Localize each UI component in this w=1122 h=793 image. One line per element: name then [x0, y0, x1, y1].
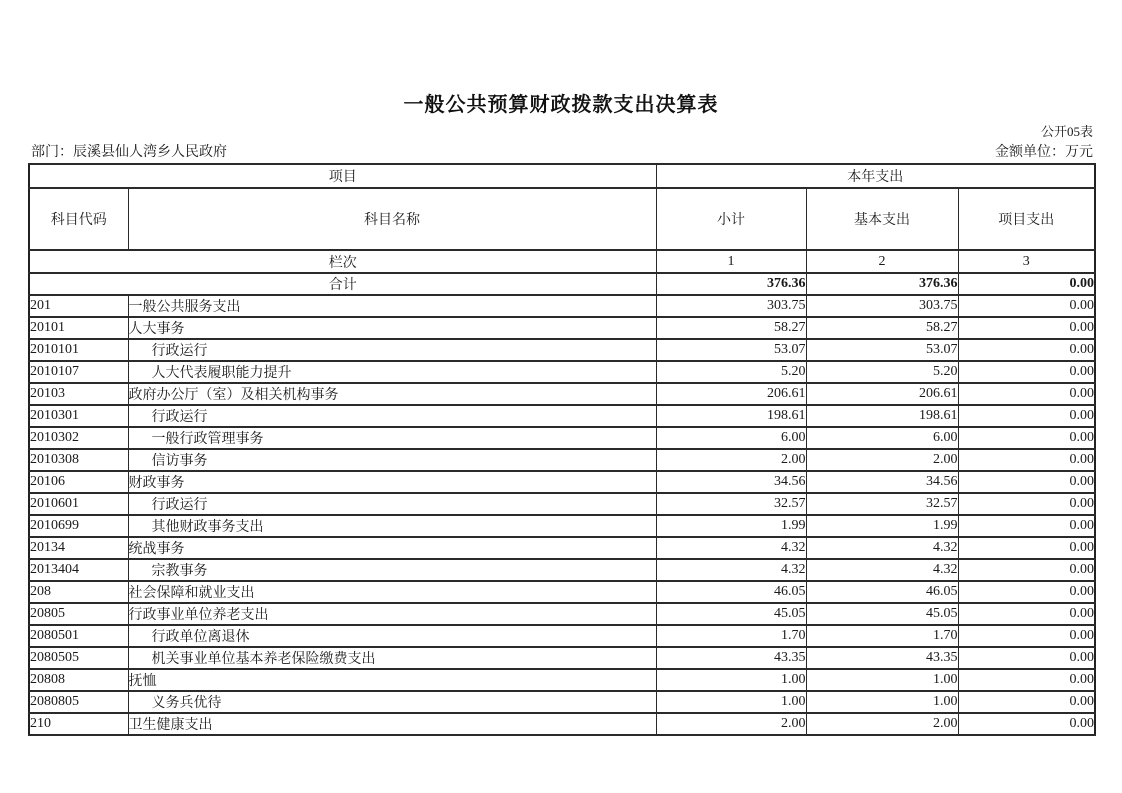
subject-name-cell: 社会保障和就业支出 — [128, 581, 656, 603]
table-row — [29, 669, 1095, 691]
table-row — [29, 339, 1095, 361]
subject-code-cell: 20106 — [29, 471, 128, 493]
page-title: 一般公共预算财政拨款支出决算表 — [403, 94, 719, 116]
subject-code-cell: 2010301 — [29, 405, 128, 427]
subject-code-cell: 2080501 — [29, 625, 128, 647]
subject-code-cell: 20808 — [29, 669, 128, 691]
subtotal-cell: 34.56 — [656, 471, 806, 493]
project-expenditure-cell: 0.00 — [958, 295, 1095, 317]
basic-expenditure-cell: 1.99 — [806, 515, 958, 537]
project-expenditure-cell: 0.00 — [958, 405, 1095, 427]
table-row — [29, 449, 1095, 471]
subtotal-cell: 4.32 — [656, 537, 806, 559]
subtotal-cell: 6.00 — [656, 427, 806, 449]
header-group-current-year: 本年支出 — [656, 164, 1095, 188]
total-project: 0.00 — [958, 273, 1095, 295]
table-body — [29, 295, 1095, 735]
table-row — [29, 493, 1095, 515]
subject-name-cell: 行政运行 — [128, 405, 656, 427]
subtotal-cell: 5.20 — [656, 361, 806, 383]
header-subtotal: 小计 — [656, 188, 806, 250]
table-row — [29, 603, 1095, 625]
subject-name-cell: 行政运行 — [128, 339, 656, 361]
subtotal-cell: 46.05 — [656, 581, 806, 603]
subject-code-cell: 208 — [29, 581, 128, 603]
basic-expenditure-cell: 2.00 — [806, 713, 958, 735]
project-expenditure-cell: 0.00 — [958, 559, 1095, 581]
header-subject-name: 科目名称 — [128, 188, 656, 250]
subject-name-cell: 财政事务 — [128, 471, 656, 493]
table-row — [29, 537, 1095, 559]
basic-expenditure-cell: 2.00 — [806, 449, 958, 471]
meta-line — [31, 141, 1093, 161]
subject-name-cell: 一般行政管理事务 — [128, 427, 656, 449]
column-index-label: 栏次 — [29, 250, 656, 273]
table-row — [29, 625, 1095, 647]
subtotal-cell: 32.57 — [656, 493, 806, 515]
subject-name-cell: 抚恤 — [128, 669, 656, 691]
subtotal-cell: 2.00 — [656, 713, 806, 735]
table-row — [29, 295, 1095, 317]
subject-name-cell: 信访事务 — [128, 449, 656, 471]
basic-expenditure-cell: 53.07 — [806, 339, 958, 361]
subject-code-cell: 2080805 — [29, 691, 128, 713]
project-expenditure-cell: 0.00 — [958, 515, 1095, 537]
project-expenditure-cell: 0.00 — [958, 449, 1095, 471]
project-expenditure-cell: 0.00 — [958, 691, 1095, 713]
table-row — [29, 317, 1095, 339]
subject-code-cell: 2013404 — [29, 559, 128, 581]
subject-code-cell: 20805 — [29, 603, 128, 625]
subject-name-cell: 政府办公厅（室）及相关机构事务 — [128, 383, 656, 405]
basic-expenditure-cell: 46.05 — [806, 581, 958, 603]
table-row — [29, 383, 1095, 405]
subject-code-cell: 2010699 — [29, 515, 128, 537]
basic-expenditure-cell: 6.00 — [806, 427, 958, 449]
subtotal-cell: 45.05 — [656, 603, 806, 625]
basic-expenditure-cell: 32.57 — [806, 493, 958, 515]
basic-expenditure-cell: 43.35 — [806, 647, 958, 669]
table-row — [29, 361, 1095, 383]
subtotal-cell: 303.75 — [656, 295, 806, 317]
subject-name-cell: 一般公共服务支出 — [128, 295, 656, 317]
subtotal-cell: 198.61 — [656, 405, 806, 427]
subject-name-cell: 宗教事务 — [128, 559, 656, 581]
subtotal-cell: 1.00 — [656, 669, 806, 691]
subject-code-cell: 20134 — [29, 537, 128, 559]
form-code: 公开05表 — [1040, 124, 1093, 139]
basic-expenditure-cell: 303.75 — [806, 295, 958, 317]
subtotal-cell: 43.35 — [656, 647, 806, 669]
table-row — [29, 471, 1095, 493]
subject-name-cell: 行政单位离退休 — [128, 625, 656, 647]
header-group-row — [29, 164, 1095, 188]
project-expenditure-cell: 0.00 — [958, 493, 1095, 515]
column-index-1: 1 — [656, 250, 806, 273]
subject-code-cell: 2010101 — [29, 339, 128, 361]
project-expenditure-cell: 0.00 — [958, 669, 1095, 691]
table-header — [29, 164, 1095, 295]
subject-code-cell: 2010107 — [29, 361, 128, 383]
table-row — [29, 559, 1095, 581]
project-expenditure-cell: 0.00 — [958, 647, 1095, 669]
column-index-2: 2 — [806, 250, 958, 273]
subject-code-cell: 2080505 — [29, 647, 128, 669]
total-basic: 376.36 — [806, 273, 958, 295]
table-row — [29, 647, 1095, 669]
department-label: 部门：辰溪县仙人湾乡人民政府 — [31, 145, 227, 160]
table-row — [29, 581, 1095, 603]
project-expenditure-cell: 0.00 — [958, 471, 1095, 493]
basic-expenditure-cell: 4.32 — [806, 537, 958, 559]
table-row — [29, 405, 1095, 427]
table-row — [29, 427, 1095, 449]
subtotal-cell: 58.27 — [656, 317, 806, 339]
subject-name-cell: 义务兵优待 — [128, 691, 656, 713]
header-columns-row — [29, 188, 1095, 250]
column-index-row — [29, 250, 1095, 273]
basic-expenditure-cell: 5.20 — [806, 361, 958, 383]
total-row — [29, 273, 1095, 295]
project-expenditure-cell: 0.00 — [958, 361, 1095, 383]
subject-name-cell: 人大事务 — [128, 317, 656, 339]
basic-expenditure-cell: 198.61 — [806, 405, 958, 427]
basic-expenditure-cell: 45.05 — [806, 603, 958, 625]
subtotal-cell: 206.61 — [656, 383, 806, 405]
subject-code-cell: 210 — [29, 713, 128, 735]
basic-expenditure-cell: 206.61 — [806, 383, 958, 405]
header-group-project: 项目 — [29, 164, 656, 188]
project-expenditure-cell: 0.00 — [958, 603, 1095, 625]
column-index-3: 3 — [958, 250, 1095, 273]
subject-name-cell: 统战事务 — [128, 537, 656, 559]
subtotal-cell: 53.07 — [656, 339, 806, 361]
subject-code-cell: 20103 — [29, 383, 128, 405]
basic-expenditure-cell: 1.00 — [806, 669, 958, 691]
project-expenditure-cell: 0.00 — [958, 383, 1095, 405]
project-expenditure-cell: 0.00 — [958, 427, 1095, 449]
subject-code-cell: 2010308 — [29, 449, 128, 471]
table-row — [29, 691, 1095, 713]
header-basic-expenditure: 基本支出 — [806, 188, 958, 250]
subtotal-cell: 1.70 — [656, 625, 806, 647]
subject-name-cell: 行政事业单位养老支出 — [128, 603, 656, 625]
subject-code-cell: 2010302 — [29, 427, 128, 449]
subtotal-cell: 2.00 — [656, 449, 806, 471]
subject-code-cell: 20101 — [29, 317, 128, 339]
total-label: 合计 — [29, 273, 656, 295]
project-expenditure-cell: 0.00 — [958, 713, 1095, 735]
table-row — [29, 713, 1095, 735]
total-subtotal: 376.36 — [656, 273, 806, 295]
subject-name-cell: 行政运行 — [128, 493, 656, 515]
project-expenditure-cell: 0.00 — [958, 625, 1095, 647]
subtotal-cell: 1.99 — [656, 515, 806, 537]
basic-expenditure-cell: 34.56 — [806, 471, 958, 493]
subject-code-cell: 2010601 — [29, 493, 128, 515]
header-project-expenditure: 项目支出 — [958, 188, 1095, 250]
budget-table — [28, 163, 1096, 736]
basic-expenditure-cell: 58.27 — [806, 317, 958, 339]
table-row — [29, 515, 1095, 537]
subtotal-cell: 1.00 — [656, 691, 806, 713]
basic-expenditure-cell: 4.32 — [806, 559, 958, 581]
subject-name-cell: 机关事业单位基本养老保险缴费支出 — [128, 647, 656, 669]
project-expenditure-cell: 0.00 — [958, 317, 1095, 339]
header-subject-code: 科目代码 — [29, 188, 128, 250]
basic-expenditure-cell: 1.00 — [806, 691, 958, 713]
subject-name-cell: 其他财政事务支出 — [128, 515, 656, 537]
basic-expenditure-cell: 1.70 — [806, 625, 958, 647]
subtotal-cell: 4.32 — [656, 559, 806, 581]
unit-label: 金额单位：万元 — [995, 145, 1093, 160]
project-expenditure-cell: 0.00 — [958, 581, 1095, 603]
subject-code-cell: 201 — [29, 295, 128, 317]
project-expenditure-cell: 0.00 — [958, 339, 1095, 361]
subject-name-cell: 卫生健康支出 — [128, 713, 656, 735]
subject-name-cell: 人大代表履职能力提升 — [128, 361, 656, 383]
project-expenditure-cell: 0.00 — [958, 537, 1095, 559]
